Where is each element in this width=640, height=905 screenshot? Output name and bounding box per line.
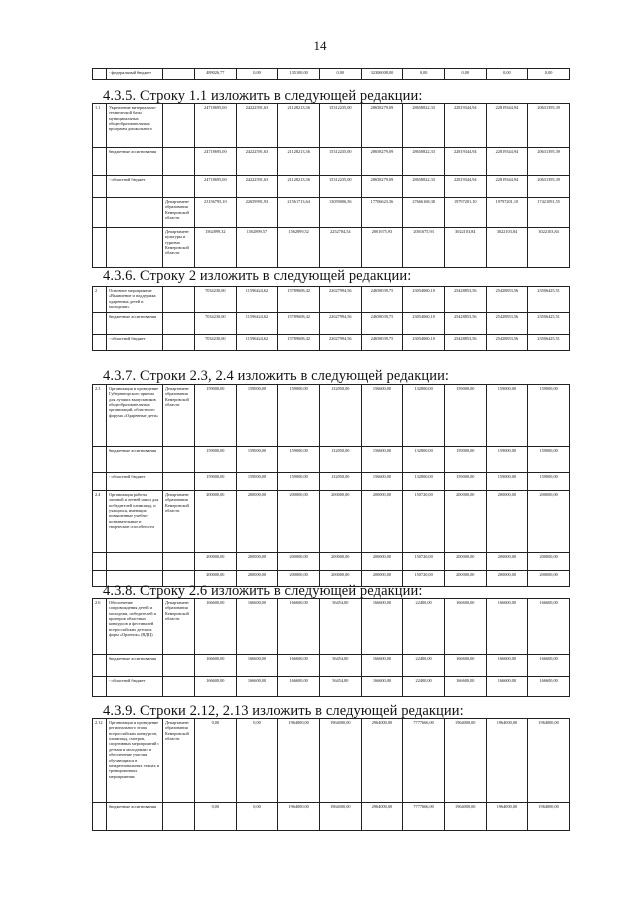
row-value: 24222591,63 bbox=[236, 148, 278, 176]
row-value: 150720,00 bbox=[403, 491, 445, 553]
row-value: 21128213,36 bbox=[278, 104, 320, 148]
section-table bbox=[92, 718, 570, 831]
row-number: 2 bbox=[93, 287, 107, 313]
row-value: 200000,00 bbox=[278, 571, 320, 587]
row-value: 3022103,84 bbox=[444, 228, 486, 268]
row-value: 200000,00 bbox=[361, 491, 403, 553]
row-executor: Департамент образования Кемеровской области bbox=[163, 719, 195, 803]
row-value: 159000,00 bbox=[278, 473, 320, 491]
table-row bbox=[93, 473, 570, 491]
row-value: 166600,00 bbox=[444, 655, 486, 677]
row-value: 28658822,33 bbox=[403, 148, 445, 176]
row-value: 3022103,84 bbox=[486, 228, 528, 268]
row-value: 156600,00 bbox=[361, 385, 403, 447]
row-value: 22819344,94 bbox=[486, 148, 528, 176]
row-value: 156600,00 bbox=[361, 447, 403, 473]
row-value: 166600,00 bbox=[486, 599, 528, 655]
row-value: 166600,00 bbox=[444, 599, 486, 655]
row-value: 23156795,10 bbox=[195, 198, 237, 228]
row-value: 7777666,00 bbox=[403, 803, 445, 831]
section-heading: 4.3.5. Строку 1.1 изложить в следующей редакции: bbox=[103, 88, 423, 104]
row-value: 200000,00 bbox=[278, 553, 320, 571]
row-value: 200000,00 bbox=[486, 571, 528, 587]
row-value: 132050,00 bbox=[319, 473, 361, 491]
row-value: 166600,00 bbox=[528, 599, 570, 655]
row-name: бюджетные ассигнования bbox=[107, 803, 163, 831]
row-value: 28658279,09 bbox=[361, 176, 403, 198]
row-value: 25428853,56 bbox=[444, 287, 486, 313]
row-value: 166600,00 bbox=[361, 655, 403, 677]
row-value: 24222591,63 bbox=[236, 176, 278, 198]
row-number bbox=[93, 313, 107, 335]
row-value: 200000,00 bbox=[361, 571, 403, 587]
row-value: 159000,00 bbox=[486, 385, 528, 447]
row-executor bbox=[163, 313, 195, 335]
row-value: 22819344,94 bbox=[486, 104, 528, 148]
row-value: 15312235,00 bbox=[319, 148, 361, 176]
row-value: 56454,00 bbox=[319, 677, 361, 697]
row-executor bbox=[163, 176, 195, 198]
row-value: 2252784,54 bbox=[319, 228, 361, 268]
section-heading: 4.3.8. Строку 2.6 изложить в следующей редакции: bbox=[103, 583, 423, 599]
row-value: 159000,00 bbox=[195, 385, 237, 447]
table-row bbox=[93, 599, 570, 655]
row-value: 11596424,62 bbox=[236, 313, 278, 335]
row-value: 1964000,00 bbox=[486, 803, 528, 831]
row-value: 166600,00 bbox=[236, 655, 278, 677]
row-value: 1964000,00 bbox=[528, 719, 570, 803]
row-value: 56454,00 bbox=[319, 655, 361, 677]
row-name: бюджетные ассигнования bbox=[107, 148, 163, 176]
row-executor bbox=[163, 553, 195, 571]
row-value: 0,00 bbox=[236, 803, 278, 831]
row-value: 200000,00 bbox=[195, 571, 237, 587]
row-number bbox=[93, 176, 107, 198]
row-value: 159000,00 bbox=[528, 385, 570, 447]
row-value: 1562899,52 bbox=[278, 228, 320, 268]
row-value: 159000,00 bbox=[278, 447, 320, 473]
row-number bbox=[93, 655, 107, 677]
row-value: 1964000,00 bbox=[528, 803, 570, 831]
table-row bbox=[93, 104, 570, 148]
section-heading: 4.3.9. Строки 2.12, 2.13 изложить в следующей редакции: bbox=[103, 703, 464, 719]
row-value: 200000,00 bbox=[528, 553, 570, 571]
row-value: 200000,00 bbox=[486, 553, 528, 571]
row-value: 7034230,00 bbox=[195, 287, 237, 313]
row-executor bbox=[163, 655, 195, 677]
row-name: Укрепление материально-технической базы муниципальных общеобразовательных программ дошкольного bbox=[107, 104, 163, 148]
row-name: Основное мероприятие «Выявление и поддержка одаренных детей и молодежи» bbox=[107, 287, 163, 313]
row-value: 22819344,94 bbox=[444, 104, 486, 148]
section-table bbox=[92, 384, 570, 587]
row-number: 2.12 bbox=[93, 719, 107, 803]
row-name bbox=[107, 228, 163, 268]
row-value: 166600,00 bbox=[278, 655, 320, 677]
table-row bbox=[93, 719, 570, 803]
row-executor bbox=[163, 473, 195, 491]
row-value: 25428853,56 bbox=[444, 335, 486, 351]
row-value: 22627994,56 bbox=[319, 335, 361, 351]
row-executor: Департамент образования Кемеровской области bbox=[163, 198, 195, 228]
row-value: 21128213,36 bbox=[278, 148, 320, 176]
row-name bbox=[107, 553, 163, 571]
row-name: бюджетные ассигнования bbox=[107, 655, 163, 677]
table-row bbox=[93, 677, 570, 697]
row-value: 22400,00 bbox=[403, 599, 445, 655]
table-row bbox=[93, 176, 570, 198]
row-value: 22819344,94 bbox=[486, 176, 528, 198]
row-value: 23506425,51 bbox=[528, 287, 570, 313]
row-number bbox=[93, 198, 107, 228]
row-value: 159000,00 bbox=[528, 447, 570, 473]
row-number bbox=[93, 228, 107, 268]
row-value: 20631395,39 bbox=[528, 176, 570, 198]
row-number bbox=[93, 473, 107, 491]
row-value: 28658822,33 bbox=[403, 104, 445, 148]
row-value: 25428853,56 bbox=[486, 335, 528, 351]
page-number: 14 bbox=[313, 38, 327, 53]
table-row bbox=[93, 287, 570, 313]
row-name: бюджетные ассигнования bbox=[107, 447, 163, 473]
row-number bbox=[93, 335, 107, 351]
table-row bbox=[93, 447, 570, 473]
row-value: 17421091,55 bbox=[528, 198, 570, 228]
row-name: Организация и проведение Губернаторского приема для лучших выпускников общеобразовательных организаций, областного форума «Одаренные дети» bbox=[107, 385, 163, 447]
table-row bbox=[93, 655, 570, 677]
row-value: 23054060,10 bbox=[403, 287, 445, 313]
row-value: 200000,00 bbox=[444, 491, 486, 553]
row-executor bbox=[163, 148, 195, 176]
table-top-fragment bbox=[92, 68, 570, 80]
row-value: 2964000,00 bbox=[361, 803, 403, 831]
row-value: 1964000,00 bbox=[278, 803, 320, 831]
row-value: 166600,00 bbox=[236, 599, 278, 655]
row-value: 24658039,75 bbox=[361, 313, 403, 335]
row-value: 13059006,56 bbox=[319, 198, 361, 228]
row-value: 156600,00 bbox=[361, 473, 403, 491]
row-value: 200000,00 bbox=[319, 553, 361, 571]
row-value: 166600,00 bbox=[236, 677, 278, 697]
table-row bbox=[93, 335, 570, 351]
row-value: 7034230,00 bbox=[195, 335, 237, 351]
row-value: 200000,00 bbox=[278, 491, 320, 553]
row-value: 24718695,00 bbox=[195, 176, 237, 198]
row-value: 1964000,00 bbox=[444, 803, 486, 831]
row-number bbox=[93, 148, 107, 176]
row-value: 28658279,09 bbox=[361, 104, 403, 148]
row-name: бюджетные ассигнования bbox=[107, 313, 163, 335]
row-value: 15312235,00 bbox=[319, 176, 361, 198]
table-row bbox=[93, 803, 570, 831]
row-value: 159000,00 bbox=[236, 447, 278, 473]
row-value: 0,00 bbox=[195, 719, 237, 803]
row-value: 25428853,56 bbox=[444, 313, 486, 335]
row-executor bbox=[163, 803, 195, 831]
row-value: 20631395,39 bbox=[528, 148, 570, 176]
row-value: 159000,00 bbox=[444, 473, 486, 491]
row-executor: Департамент образования Кемеровской области bbox=[163, 599, 195, 655]
row-value: 19797201,10 bbox=[444, 198, 486, 228]
row-value: 15789608,42 bbox=[278, 287, 320, 313]
row-value: 166600,00 bbox=[195, 677, 237, 697]
row-value: 200000,00 bbox=[319, 571, 361, 587]
row-value: 25428853,56 bbox=[486, 313, 528, 335]
row-value: 24222591,63 bbox=[236, 104, 278, 148]
table-row bbox=[93, 148, 570, 176]
row-value: 166600,00 bbox=[486, 677, 528, 697]
row-value: 200000,00 bbox=[195, 491, 237, 553]
row-number: 2.4 bbox=[93, 491, 107, 553]
row-value: 166600,00 bbox=[361, 599, 403, 655]
row-value: 2001675,93 bbox=[403, 228, 445, 268]
row-value: 200000,00 bbox=[486, 491, 528, 553]
row-executor bbox=[163, 447, 195, 473]
row-value: 200000,00 bbox=[528, 491, 570, 553]
row-value: 200000,00 bbox=[361, 553, 403, 571]
row-value: 132800,00 bbox=[403, 447, 445, 473]
table-row bbox=[93, 198, 570, 228]
row-value: 200000,00 bbox=[528, 571, 570, 587]
row-number: 2.6 bbox=[93, 599, 107, 655]
row-name bbox=[107, 198, 163, 228]
row-value: 200000,00 bbox=[236, 571, 278, 587]
row-executor bbox=[163, 335, 195, 351]
row-name: - областной бюджет bbox=[107, 473, 163, 491]
row-value: 24718695,00 bbox=[195, 148, 237, 176]
row-value: 159000,00 bbox=[528, 473, 570, 491]
row-value: 24718695,00 bbox=[195, 104, 237, 148]
row-name: Организация работы заочной и летней школ для победителей олимпиад, и учащихся, имеющих повышенные учебно-познавательные и творческие способности bbox=[107, 491, 163, 553]
row-value: 22819344,94 bbox=[444, 176, 486, 198]
row-number: 2.3 bbox=[93, 385, 107, 447]
row-value: 132050,00 bbox=[319, 385, 361, 447]
row-value: 23506425,51 bbox=[528, 335, 570, 351]
row-number bbox=[93, 803, 107, 831]
row-number bbox=[93, 677, 107, 697]
table-row bbox=[93, 313, 570, 335]
row-value: 23506425,51 bbox=[528, 313, 570, 335]
row-value: 22627994,56 bbox=[319, 287, 361, 313]
row-executor: Департамент образования Кемеровской области bbox=[163, 385, 195, 447]
row-value: 132050,00 bbox=[319, 447, 361, 473]
row-value: 159000,00 bbox=[236, 385, 278, 447]
row-executor bbox=[163, 287, 195, 313]
table-row bbox=[93, 491, 570, 553]
row-value: 22400,00 bbox=[403, 655, 445, 677]
row-name: Организация и проведение регионального этапа всероссийских конкурсов, олимпиад, смотров, спортивных мероприятий с детьми и молодежью и обеспечение участия обучающихся в межрегиональных этапах и тренировочных мероприятиях bbox=[107, 719, 163, 803]
row-value: 159000,00 bbox=[486, 473, 528, 491]
row-value: 159000,00 bbox=[236, 473, 278, 491]
row-value: 200000,00 bbox=[195, 553, 237, 571]
row-value: 159000,00 bbox=[195, 447, 237, 473]
row-name: - областной бюджет bbox=[107, 176, 163, 198]
row-value: 159000,00 bbox=[444, 385, 486, 447]
row-value: 23054060,10 bbox=[403, 335, 445, 351]
row-value: 21561713,64 bbox=[278, 198, 320, 228]
row-value: 27666168,38 bbox=[403, 198, 445, 228]
row-number bbox=[93, 553, 107, 571]
row-label: - федеральный бюджет bbox=[107, 69, 163, 80]
row-value: 2001675,93 bbox=[361, 228, 403, 268]
row-value: 166600,00 bbox=[278, 677, 320, 697]
row-value: 15789608,42 bbox=[278, 335, 320, 351]
row-value: 0,00 bbox=[195, 803, 237, 831]
row-value: 1964000,00 bbox=[319, 719, 361, 803]
row-value: 1562899,57 bbox=[236, 228, 278, 268]
row-value: 15789608,42 bbox=[278, 313, 320, 335]
row-value: 166600,00 bbox=[195, 599, 237, 655]
row-name: Обеспечение сопровождения детей и молодежи, победителей и призеров областных конкурсов и фестивалей всероссийских детских форм «Орленок» (ВДЦ) bbox=[107, 599, 163, 655]
row-number: 1.1 bbox=[93, 104, 107, 148]
row-value: 24658039,75 bbox=[361, 335, 403, 351]
row-value: 11596424,62 bbox=[236, 287, 278, 313]
row-value: 22659991,93 bbox=[236, 198, 278, 228]
row-value: 20631395,39 bbox=[528, 104, 570, 148]
row-value: 25428853,56 bbox=[486, 287, 528, 313]
row-value: 23054060,10 bbox=[403, 313, 445, 335]
row-value: 1562899,32 bbox=[195, 228, 237, 268]
row-value: 200000,00 bbox=[236, 553, 278, 571]
section-heading: 4.3.6. Строку 2 изложить в следующей редакции: bbox=[103, 268, 412, 284]
section-table bbox=[92, 598, 570, 697]
row-value: 11596424,62 bbox=[236, 335, 278, 351]
row-executor bbox=[163, 677, 195, 697]
row-value: 19797201,10 bbox=[486, 198, 528, 228]
row-value: 1964000,00 bbox=[319, 803, 361, 831]
row-value: 1964000,00 bbox=[444, 719, 486, 803]
row-value: 200000,00 bbox=[444, 571, 486, 587]
row-value: 159000,00 bbox=[486, 447, 528, 473]
row-value: 1964000,00 bbox=[486, 719, 528, 803]
row-value: 159000,00 bbox=[278, 385, 320, 447]
row-value: 56454,00 bbox=[319, 599, 361, 655]
row-number bbox=[93, 447, 107, 473]
row-value: 166600,00 bbox=[486, 655, 528, 677]
section-table bbox=[92, 103, 570, 268]
row-value: 132800,00 bbox=[403, 473, 445, 491]
row-value: 166600,00 bbox=[361, 677, 403, 697]
row-value: 2964000,00 bbox=[361, 719, 403, 803]
row-value: 166600,00 bbox=[528, 655, 570, 677]
row-value: 22819344,94 bbox=[444, 148, 486, 176]
row-value: 7777666,00 bbox=[403, 719, 445, 803]
row-value: 200000,00 bbox=[319, 491, 361, 553]
table-row bbox=[93, 553, 570, 571]
row-executor: Департамент образования Кемеровской области bbox=[163, 491, 195, 553]
row-name: - областной бюджет bbox=[107, 677, 163, 697]
table-row bbox=[93, 385, 570, 447]
row-value: 21128213,36 bbox=[278, 176, 320, 198]
row-value: 3022103,84 bbox=[528, 228, 570, 268]
row-value: 22400,00 bbox=[403, 677, 445, 697]
row-value: 166600,00 bbox=[278, 599, 320, 655]
row-value: 17706623,36 bbox=[361, 198, 403, 228]
row-value: 200000,00 bbox=[236, 491, 278, 553]
table-row: - федеральный бюджет 489026,77 0,00 135100,00 0,00 32306008,00 0,00 0,00 0,00 0,00 bbox=[93, 69, 570, 80]
table-row bbox=[93, 228, 570, 268]
row-executor bbox=[163, 104, 195, 148]
row-value: 22627994,56 bbox=[319, 313, 361, 335]
row-value: 7034230,00 bbox=[195, 313, 237, 335]
row-executor: Департамент культуры и туризма Кемеровской области bbox=[163, 228, 195, 268]
row-value: 150720,00 bbox=[403, 553, 445, 571]
row-value: 1964000,00 bbox=[278, 719, 320, 803]
row-value: 28658279,09 bbox=[361, 148, 403, 176]
row-value: 28658822,33 bbox=[403, 176, 445, 198]
row-value: 166600,00 bbox=[528, 677, 570, 697]
row-value: 166600,00 bbox=[444, 677, 486, 697]
row-value: 150720,00 bbox=[403, 571, 445, 587]
row-value: 15312235,00 bbox=[319, 104, 361, 148]
row-value: 159000,00 bbox=[444, 447, 486, 473]
row-value: 0,00 bbox=[236, 719, 278, 803]
row-name: - областной бюджет bbox=[107, 335, 163, 351]
row-value: 200000,00 bbox=[444, 553, 486, 571]
row-value: 24658039,75 bbox=[361, 287, 403, 313]
row-value: 159000,00 bbox=[195, 473, 237, 491]
row-value: 132800,00 bbox=[403, 385, 445, 447]
section-heading: 4.3.7. Строки 2.3, 2.4 изложить в следующей редакции: bbox=[103, 368, 450, 384]
row-value: 166600,00 bbox=[195, 655, 237, 677]
section-table bbox=[92, 286, 570, 351]
